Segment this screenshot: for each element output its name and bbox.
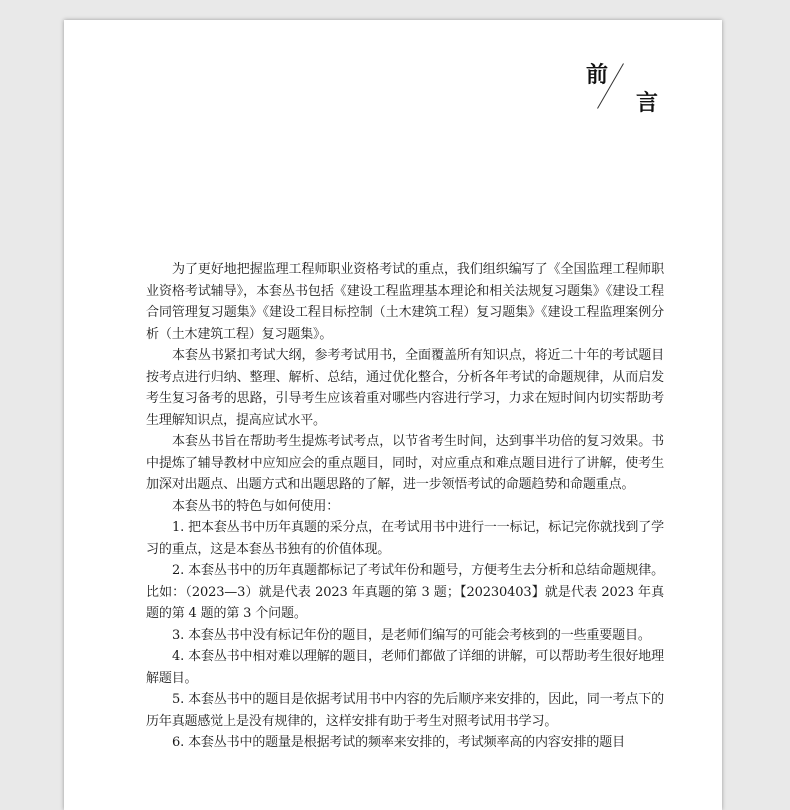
list-item-3: 3. 本套丛书中没有标记年份的题目，是老师们编写的可能会考核到的一些重要题目。 <box>172 627 651 643</box>
list-item-5: 5. 本套丛书中的题目是依据考试用书中内容的先后顺序来安排的，因此，同一考点下的历年真题感觉上是没有规律的，这样安排有助于考生对照考试用书学习。 <box>146 692 664 729</box>
paragraph-scope: 本套丛书紧扣考试大纲，参考考试用书，全面覆盖所有知识点，将近二十年的考试题目按考点进行归纳、整理、解析、总结，通过优化整合，分析各年考试的命题规律，从而启发考生复习备考的思路，引导考生应该着重对哪些内容进行学习，力求在短时间内切实帮助考生理解知识点，提高应试水平。 <box>146 348 664 428</box>
heading-second-char: 言 <box>636 90 659 116</box>
heading-first-char: 前 <box>586 62 609 88</box>
paragraph-features-heading: 本套丛书的特色与如何使用： <box>172 498 340 514</box>
list-item-2: 2. 本套丛书中的历年真题都标记了考试年份和题号，方便考生去分析和总结命题规律。比如：（2023—3）就是代表 2023 年真题的第 3 题；【20230403】就是代表 2023 年真题的第 4 题的第 3 个问题。 <box>146 563 664 621</box>
document-page <box>64 20 722 810</box>
preface-heading <box>584 58 674 118</box>
preface-body <box>146 259 664 754</box>
list-item-4: 4. 本套丛书中相对难以理解的题目，老师们都做了详细的讲解，可以帮助考生很好地理解题目。 <box>146 649 664 686</box>
paragraph-intro: 为了更好地把握监理工程师职业资格考试的重点，我们组织编写了《全国监理工程师职业资格考试辅导》，本套丛书包括《建设工程监理基本理论和相关法规复习题集》《建设工程合同管理复习题集》《建设工程目标控制（土木建筑工程）复习题集》《建设工程监理案例分析（土木建筑工程）复习题集》。 <box>146 262 664 342</box>
list-item-6: 6. 本套丛书中的题量是根据考试的频率来安排的，考试频率高的内容安排的题目 <box>172 735 625 750</box>
paragraph-purpose: 本套丛书旨在帮助考生提炼考试考点，以节省考生时间，达到事半功倍的复习效果。书中提炼了辅导教材中应知应会的重点题目，同时，对应重点和难点题目进行了讲解，使考生加深对出题点、出题方式和出题思路的了解，进一步领悟考试的命题趋势和命题重点。 <box>146 434 664 492</box>
list-item-1: 1. 把本套丛书中历年真题的采分点，在考试用书中进行一一标记，标记完你就找到了学习的重点，这是本套丛书独有的价值体现。 <box>146 520 664 557</box>
